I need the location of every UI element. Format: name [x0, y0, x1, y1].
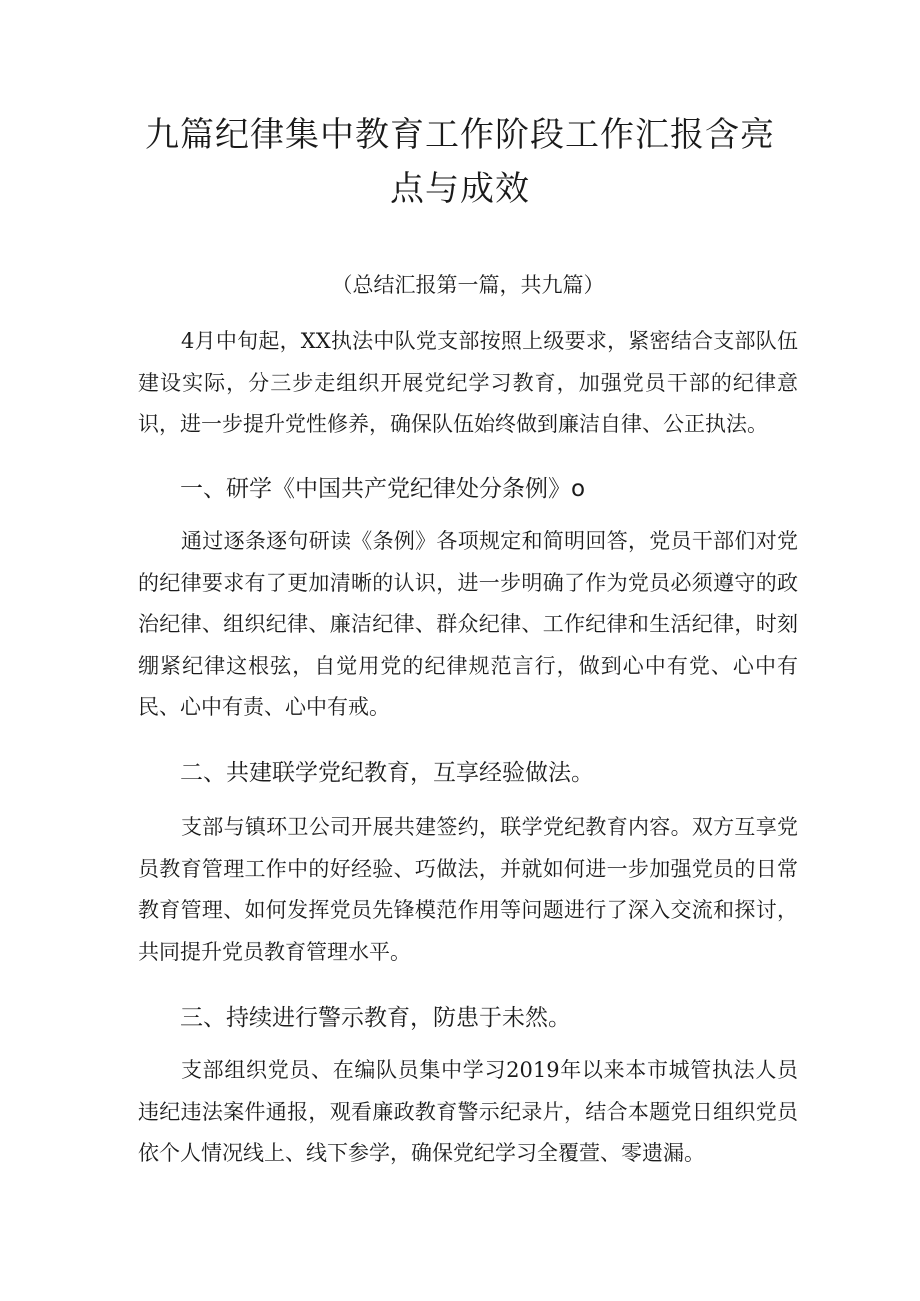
section-1-heading: 一、研学《中国共产党纪律处分条例》o: [180, 476, 586, 502]
section-2-heading: 二、共建联学党纪教育，互享经验做法。: [180, 760, 594, 786]
section-2-body: 支部与镇环卫公司开展共建签约，联学党纪教育内容。双方互享党员教育管理工作中的好经验、巧做法，并就如何进一步加强党员的日常教育管理、如何发挥党员先锋模范作用等问题进行了深入交流和探讨，共同提升党员教育管理水平。: [138, 815, 798, 964]
document-subtitle: （总结汇报第一篇，共九篇）: [331, 273, 605, 297]
section-3-heading: 三、持续进行警示教育，防患于未然。: [180, 1005, 571, 1031]
document-title: 九篇纪律集中教育工作阶段工作汇报含亮点与成效: [145, 115, 775, 209]
section-3-body: 支部组织党员、在编队员集中学习2019年以来本市城管执法人员违纪违法案件通报，观看廉政教育警示纪录片，结合本题党日组织党员依个人情况线上、线下参学，确保党纪学习全覆萱、零遗漏。: [138, 1058, 798, 1165]
intro-paragraph: 4月中旬起，XX执法中队党支部按照上级要求，紧密结合支部队伍建设实际，分三步走组织开展党纪学习教育，加强党员干部的纪律意识，进一步提升党性修养，确保队伍始终做到廉洁自律、公正执法。: [138, 329, 798, 436]
section-1-body: 通过逐条逐句研读《条例》各项规定和简明回答，党员干部们对党的纪律要求有了更加清晰的认识，进一步明确了作为党员必须遵守的政治纪律、组织纪律、廉洁纪律、群众纪律、工作纪律和生活纪律，时刻绷紧纪律这根弦，自觉用党的纪律规范言行，做到心中有党、心中有民、心中有责、心中有戒。: [138, 529, 798, 719]
